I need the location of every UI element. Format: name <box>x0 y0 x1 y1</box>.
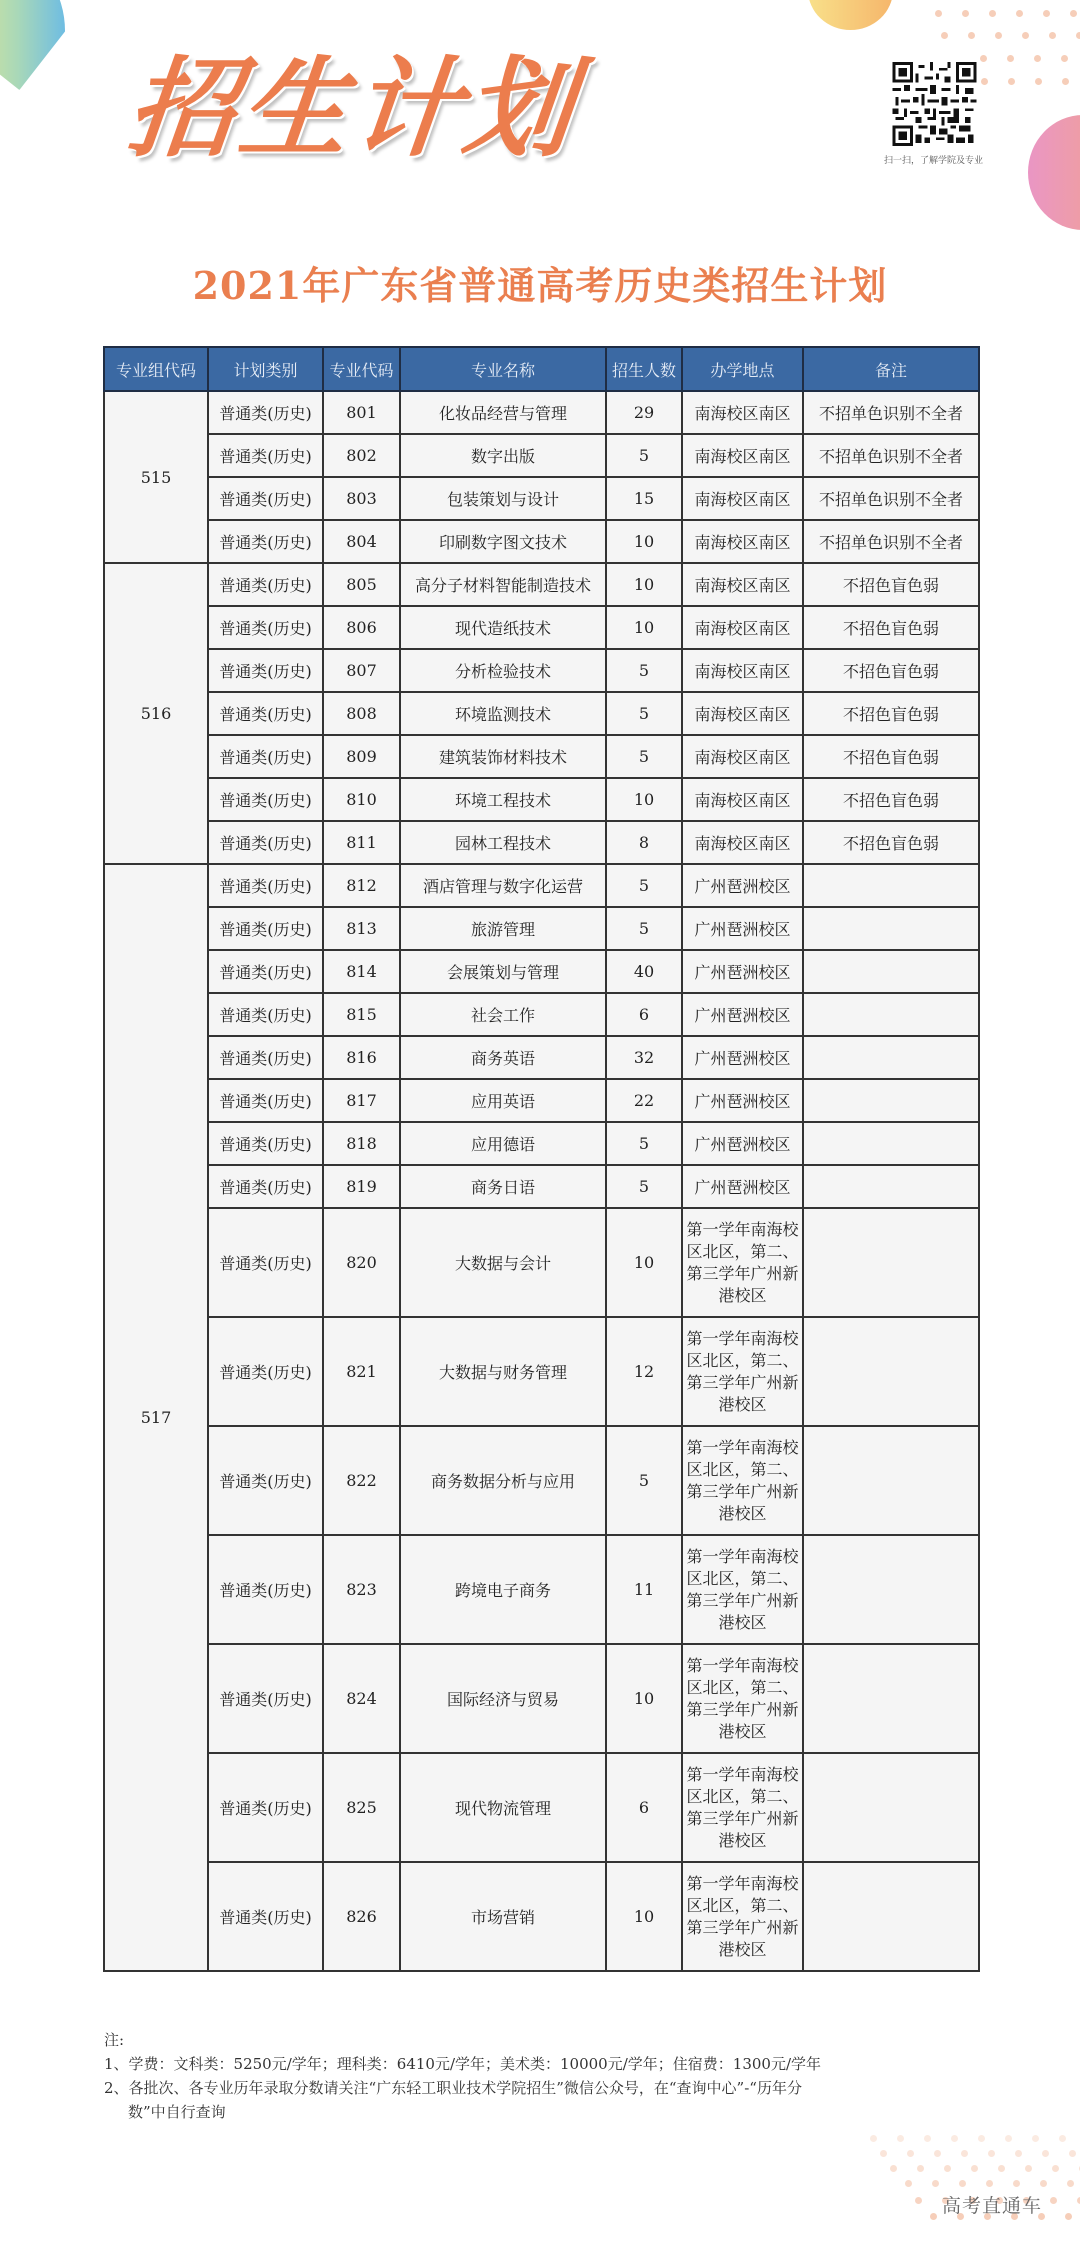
decorative-dot <box>897 2135 904 2142</box>
location-cell: 广州琶洲校区 <box>682 950 803 993</box>
remark-cell: 不招单色识别不全者 <box>803 391 979 434</box>
enrollment-count-cell: 5 <box>606 907 682 950</box>
remark-cell: 不招色盲色弱 <box>803 606 979 649</box>
table-row <box>104 993 979 1036</box>
table-row <box>104 1426 979 1535</box>
decorative-dot <box>980 55 987 62</box>
enrollment-count-cell: 5 <box>606 1122 682 1165</box>
major-name-cell: 环境监测技术 <box>400 692 606 735</box>
decorative-dot <box>934 2150 941 2157</box>
major-code-cell: 817 <box>323 1079 400 1122</box>
remark-cell: 不招单色识别不全者 <box>803 520 979 563</box>
decorative-dot <box>1069 2150 1076 2157</box>
enrollment-count-cell: 15 <box>606 477 682 520</box>
column-header-group-code: 专业组代码 <box>104 347 208 391</box>
plan-type-cell: 普通类(历史) <box>208 391 323 434</box>
location-cell: 南海校区南区 <box>682 520 803 563</box>
plan-type-cell: 普通类(历史) <box>208 778 323 821</box>
decorative-dot <box>959 2180 966 2187</box>
remark-cell <box>803 1426 979 1535</box>
table-row <box>104 1753 979 1862</box>
plan-type-cell: 普通类(历史) <box>208 1317 323 1426</box>
location-cell: 南海校区南区 <box>682 692 803 735</box>
enrollment-count-cell: 10 <box>606 1862 682 1971</box>
major-name-cell: 应用英语 <box>400 1079 606 1122</box>
plan-type-cell: 普通类(历史) <box>208 1426 323 1535</box>
decorative-dot <box>917 2165 924 2172</box>
major-code-cell: 802 <box>323 434 400 477</box>
table-row <box>104 1122 979 1165</box>
decorative-dot <box>1025 2165 1032 2172</box>
decorative-dot <box>1050 2197 1057 2204</box>
location-cell: 广州琶洲校区 <box>682 1036 803 1079</box>
decorative-dot <box>1067 2180 1074 2187</box>
major-code-cell: 803 <box>323 477 400 520</box>
decorative-pink-circle <box>1028 115 1080 230</box>
major-name-cell: 国际经济与贸易 <box>400 1644 606 1753</box>
major-code-cell: 816 <box>323 1036 400 1079</box>
page-subtitle: 2021年广东省普通高考历史类招生计划 <box>192 263 888 308</box>
decorative-dot <box>995 32 1002 39</box>
table-row <box>104 520 979 563</box>
location-cell: 广州琶洲校区 <box>682 907 803 950</box>
notes-heading: 注: <box>104 2031 125 2049</box>
location-cell: 第一学年南海校区北区，第二、第三学年广州新港校区 <box>682 1535 803 1644</box>
major-code-cell: 821 <box>323 1317 400 1426</box>
location-cell: 广州琶洲校区 <box>682 864 803 907</box>
enrollment-count-cell: 5 <box>606 692 682 735</box>
enrollment-count-cell: 8 <box>606 821 682 864</box>
decorative-dot <box>998 2165 1005 2172</box>
remark-cell <box>803 1079 979 1122</box>
location-cell: 南海校区南区 <box>682 434 803 477</box>
decorative-dot <box>1043 10 1050 17</box>
decorative-dot <box>978 2135 985 2142</box>
enrollment-count-cell: 10 <box>606 606 682 649</box>
decorative-dot <box>924 2135 931 2142</box>
plan-type-cell: 普通类(历史) <box>208 649 323 692</box>
major-name-cell: 现代物流管理 <box>400 1753 606 1862</box>
location-cell: 广州琶洲校区 <box>682 1122 803 1165</box>
major-name-cell: 商务英语 <box>400 1036 606 1079</box>
enrollment-count-cell: 29 <box>606 391 682 434</box>
decorative-dot <box>941 32 948 39</box>
enrollment-count-cell: 10 <box>606 1208 682 1317</box>
group-code-cell: 517 <box>104 864 208 1971</box>
remark-cell <box>803 1036 979 1079</box>
decorative-dot <box>915 2197 922 2204</box>
enrollment-count-cell: 40 <box>606 950 682 993</box>
major-code-cell: 810 <box>323 778 400 821</box>
table-row <box>104 1036 979 1079</box>
remark-cell: 不招单色识别不全者 <box>803 477 979 520</box>
plan-type-cell: 普通类(历史) <box>208 477 323 520</box>
plan-type-cell: 普通类(历史) <box>208 1122 323 1165</box>
table-body <box>104 391 979 1971</box>
major-code-cell: 818 <box>323 1122 400 1165</box>
decorative-dot <box>989 10 996 17</box>
major-name-cell: 数字出版 <box>400 434 606 477</box>
decorative-dot <box>968 32 975 39</box>
major-code-cell: 804 <box>323 520 400 563</box>
remark-cell: 不招色盲色弱 <box>803 649 979 692</box>
decorative-dot <box>1040 2180 1047 2187</box>
decorative-dot <box>1070 10 1077 17</box>
enrollment-count-cell: 12 <box>606 1317 682 1426</box>
decorative-dot <box>981 78 988 85</box>
decorative-dot <box>1049 32 1056 39</box>
plan-type-cell: 普通类(历史) <box>208 1535 323 1644</box>
location-cell: 广州琶洲校区 <box>682 1079 803 1122</box>
plan-type-cell: 普通类(历史) <box>208 434 323 477</box>
decorative-dot <box>971 2165 978 2172</box>
decorative-dot <box>1005 2135 1012 2142</box>
table-row <box>104 950 979 993</box>
major-name-cell: 建筑装饰材料技术 <box>400 735 606 778</box>
table-row <box>104 563 979 606</box>
decorative-dot <box>1042 2150 1049 2157</box>
banner-title: 招生计划 <box>121 47 583 172</box>
table-row <box>104 1644 979 1753</box>
location-cell: 南海校区南区 <box>682 778 803 821</box>
table-row <box>104 1862 979 1971</box>
enrollment-count-cell: 5 <box>606 434 682 477</box>
decorative-dot <box>1008 78 1015 85</box>
remark-cell <box>803 1862 979 1971</box>
major-code-cell: 824 <box>323 1644 400 1753</box>
major-code-cell: 822 <box>323 1426 400 1535</box>
decorative-dot <box>890 2165 897 2172</box>
decorative-dot <box>961 2150 968 2157</box>
major-code-cell: 805 <box>323 563 400 606</box>
remark-cell <box>803 1208 979 1317</box>
qr-caption: 扫一扫，了解学院及专业 <box>884 156 984 166</box>
enrollment-count-cell: 32 <box>606 1036 682 1079</box>
decorative-dot <box>986 2180 993 2187</box>
major-name-cell: 大数据与会计 <box>400 1208 606 1317</box>
enrollment-count-cell: 5 <box>606 735 682 778</box>
column-header-remark: 备注 <box>803 347 979 391</box>
major-name-cell: 包装策划与设计 <box>400 477 606 520</box>
major-name-cell: 商务数据分析与应用 <box>400 1426 606 1535</box>
enrollment-count-cell: 10 <box>606 1644 682 1753</box>
location-cell: 第一学年南海校区北区，第二、第三学年广州新港校区 <box>682 1644 803 1753</box>
remark-cell: 不招色盲色弱 <box>803 563 979 606</box>
decorative-leaf-shape <box>0 0 65 90</box>
location-cell: 广州琶洲校区 <box>682 1165 803 1208</box>
table-row <box>104 1165 979 1208</box>
remark-cell: 不招色盲色弱 <box>803 778 979 821</box>
major-name-cell: 现代造纸技术 <box>400 606 606 649</box>
major-name-cell: 市场营销 <box>400 1862 606 1971</box>
remark-cell <box>803 864 979 907</box>
column-header-enrollment-count: 招生人数 <box>606 347 682 391</box>
column-header-major-code: 专业代码 <box>323 347 400 391</box>
table-row <box>104 692 979 735</box>
plan-type-cell: 普通类(历史) <box>208 1036 323 1079</box>
enrollment-count-cell: 5 <box>606 1165 682 1208</box>
notes-section <box>104 2028 984 2124</box>
major-name-cell: 大数据与财务管理 <box>400 1317 606 1426</box>
table-row <box>104 477 979 520</box>
remark-cell: 不招色盲色弱 <box>803 735 979 778</box>
remark-cell <box>803 950 979 993</box>
enrollment-count-cell: 6 <box>606 1753 682 1862</box>
major-code-cell: 806 <box>323 606 400 649</box>
enrollment-plan-table <box>103 346 980 1972</box>
major-code-cell: 812 <box>323 864 400 907</box>
major-name-cell: 旅游管理 <box>400 907 606 950</box>
table-row <box>104 1317 979 1426</box>
major-name-cell: 应用德语 <box>400 1122 606 1165</box>
major-name-cell: 环境工程技术 <box>400 778 606 821</box>
major-code-cell: 808 <box>323 692 400 735</box>
decorative-dot <box>1007 55 1014 62</box>
remark-cell <box>803 1317 979 1426</box>
note-scores-continued: 数”中自行查询 <box>128 2103 226 2121</box>
location-cell: 南海校区南区 <box>682 391 803 434</box>
table-row <box>104 391 979 434</box>
remark-cell <box>803 1165 979 1208</box>
decorative-dot <box>1032 2135 1039 2142</box>
table-row <box>104 649 979 692</box>
plan-type-cell: 普通类(历史) <box>208 821 323 864</box>
location-cell: 南海校区南区 <box>682 606 803 649</box>
decorative-dot <box>1035 78 1042 85</box>
plan-type-cell: 普通类(历史) <box>208 1862 323 1971</box>
major-code-cell: 826 <box>323 1862 400 1971</box>
enrollment-count-cell: 5 <box>606 649 682 692</box>
enrollment-count-cell: 5 <box>606 1426 682 1535</box>
major-name-cell: 印刷数字图文技术 <box>400 520 606 563</box>
column-header-location: 办学地点 <box>682 347 803 391</box>
decorative-dot <box>951 2135 958 2142</box>
decorative-dot <box>1076 32 1080 39</box>
major-name-cell: 分析检验技术 <box>400 649 606 692</box>
enrollment-count-cell: 10 <box>606 520 682 563</box>
table-row <box>104 1079 979 1122</box>
decorative-dot <box>944 2165 951 2172</box>
major-code-cell: 820 <box>323 1208 400 1317</box>
decorative-dot <box>1016 10 1023 17</box>
major-name-cell: 酒店管理与数字化运营 <box>400 864 606 907</box>
decorative-dot <box>1062 78 1069 85</box>
plan-type-cell: 普通类(历史) <box>208 520 323 563</box>
remark-cell: 不招单色识别不全者 <box>803 434 979 477</box>
decorative-yellow-circle <box>808 0 893 30</box>
decorative-dot <box>962 10 969 17</box>
major-name-cell: 高分子材料智能制造技术 <box>400 563 606 606</box>
remark-cell <box>803 1535 979 1644</box>
plan-type-cell: 普通类(历史) <box>208 907 323 950</box>
table-row <box>104 864 979 907</box>
table-row <box>104 434 979 477</box>
location-cell: 南海校区南区 <box>682 649 803 692</box>
plan-type-cell: 普通类(历史) <box>208 692 323 735</box>
group-code-cell: 515 <box>104 391 208 563</box>
location-cell: 第一学年南海校区北区，第二、第三学年广州新港校区 <box>682 1426 803 1535</box>
major-code-cell: 811 <box>323 821 400 864</box>
remark-cell <box>803 907 979 950</box>
location-cell: 第一学年南海校区北区，第二、第三学年广州新港校区 <box>682 1208 803 1317</box>
table-row <box>104 606 979 649</box>
enrollment-count-cell: 6 <box>606 993 682 1036</box>
major-code-cell: 814 <box>323 950 400 993</box>
location-cell: 南海校区南区 <box>682 821 803 864</box>
major-code-cell: 825 <box>323 1753 400 1862</box>
major-name-cell: 化妆品经营与管理 <box>400 391 606 434</box>
major-code-cell: 813 <box>323 907 400 950</box>
enrollment-count-cell: 10 <box>606 563 682 606</box>
remark-cell <box>803 1122 979 1165</box>
decorative-dot <box>935 10 942 17</box>
table-header-row <box>104 347 979 391</box>
major-name-cell: 社会工作 <box>400 993 606 1036</box>
column-header-major-name: 专业名称 <box>400 347 606 391</box>
enrollment-count-cell: 5 <box>606 864 682 907</box>
major-name-cell: 会展策划与管理 <box>400 950 606 993</box>
decorative-dot <box>1065 2213 1072 2220</box>
qr-code-icon[interactable] <box>891 62 978 146</box>
note-scores: 2、各批次、各专业历年录取分数请关注“广东轻工职业技术学院招生”微信公众号，在“查询中心”-“历年分 <box>104 2079 802 2097</box>
plan-type-cell: 普通类(历史) <box>208 1753 323 1862</box>
plan-type-cell: 普通类(历史) <box>208 735 323 778</box>
watermark: 高考直通车 <box>942 2195 1043 2217</box>
plan-type-cell: 普通类(历史) <box>208 864 323 907</box>
enrollment-count-cell: 11 <box>606 1535 682 1644</box>
major-code-cell: 807 <box>323 649 400 692</box>
table-row <box>104 778 979 821</box>
decorative-dot <box>870 2135 877 2142</box>
decorative-dot <box>1052 2165 1059 2172</box>
decorative-dot <box>930 2213 937 2220</box>
decorative-dot <box>932 2180 939 2187</box>
plan-type-cell: 普通类(历史) <box>208 1644 323 1753</box>
remark-cell <box>803 1753 979 1862</box>
decorative-dot <box>1015 2150 1022 2157</box>
plan-type-cell: 普通类(历史) <box>208 606 323 649</box>
decorative-dot <box>880 2150 887 2157</box>
enrollment-count-cell: 10 <box>606 778 682 821</box>
major-code-cell: 815 <box>323 993 400 1036</box>
table-row <box>104 735 979 778</box>
table-row <box>104 907 979 950</box>
decorative-dot <box>1022 32 1029 39</box>
location-cell: 南海校区南区 <box>682 563 803 606</box>
decorative-dot <box>1061 55 1068 62</box>
enrollment-count-cell: 22 <box>606 1079 682 1122</box>
location-cell: 第一学年南海校区北区，第二、第三学年广州新港校区 <box>682 1317 803 1426</box>
major-name-cell: 商务日语 <box>400 1165 606 1208</box>
major-name-cell: 园林工程技术 <box>400 821 606 864</box>
table-row <box>104 821 979 864</box>
decorative-dot <box>1059 2135 1066 2142</box>
decorative-dot <box>907 2150 914 2157</box>
decorative-dot <box>905 2180 912 2187</box>
plan-type-cell: 普通类(历史) <box>208 1165 323 1208</box>
major-code-cell: 809 <box>323 735 400 778</box>
column-header-plan-type: 计划类别 <box>208 347 323 391</box>
major-code-cell: 801 <box>323 391 400 434</box>
plan-type-cell: 普通类(历史) <box>208 993 323 1036</box>
location-cell: 广州琶洲校区 <box>682 993 803 1036</box>
decorative-dot <box>1013 2180 1020 2187</box>
plan-type-cell: 普通类(历史) <box>208 1208 323 1317</box>
remark-cell: 不招色盲色弱 <box>803 821 979 864</box>
plan-type-cell: 普通类(历史) <box>208 950 323 993</box>
group-code-cell: 516 <box>104 563 208 864</box>
table-row <box>104 1208 979 1317</box>
major-code-cell: 823 <box>323 1535 400 1644</box>
major-name-cell: 跨境电子商务 <box>400 1535 606 1644</box>
remark-cell: 不招色盲色弱 <box>803 692 979 735</box>
plan-type-cell: 普通类(历史) <box>208 1079 323 1122</box>
decorative-dot <box>988 2150 995 2157</box>
decorative-dot <box>1034 55 1041 62</box>
location-cell: 南海校区南区 <box>682 735 803 778</box>
note-tuition: 1、学费：文科类：5250元/学年；理科类：6410元/学年；美术类：10000元/学年；住宿费：1300元/学年 <box>104 2055 822 2073</box>
location-cell: 南海校区南区 <box>682 477 803 520</box>
location-cell: 第一学年南海校区北区，第二、第三学年广州新港校区 <box>682 1753 803 1862</box>
table-row <box>104 1535 979 1644</box>
location-cell: 第一学年南海校区北区，第二、第三学年广州新港校区 <box>682 1862 803 1971</box>
major-code-cell: 819 <box>323 1165 400 1208</box>
remark-cell <box>803 993 979 1036</box>
remark-cell <box>803 1644 979 1753</box>
plan-type-cell: 普通类(历史) <box>208 563 323 606</box>
